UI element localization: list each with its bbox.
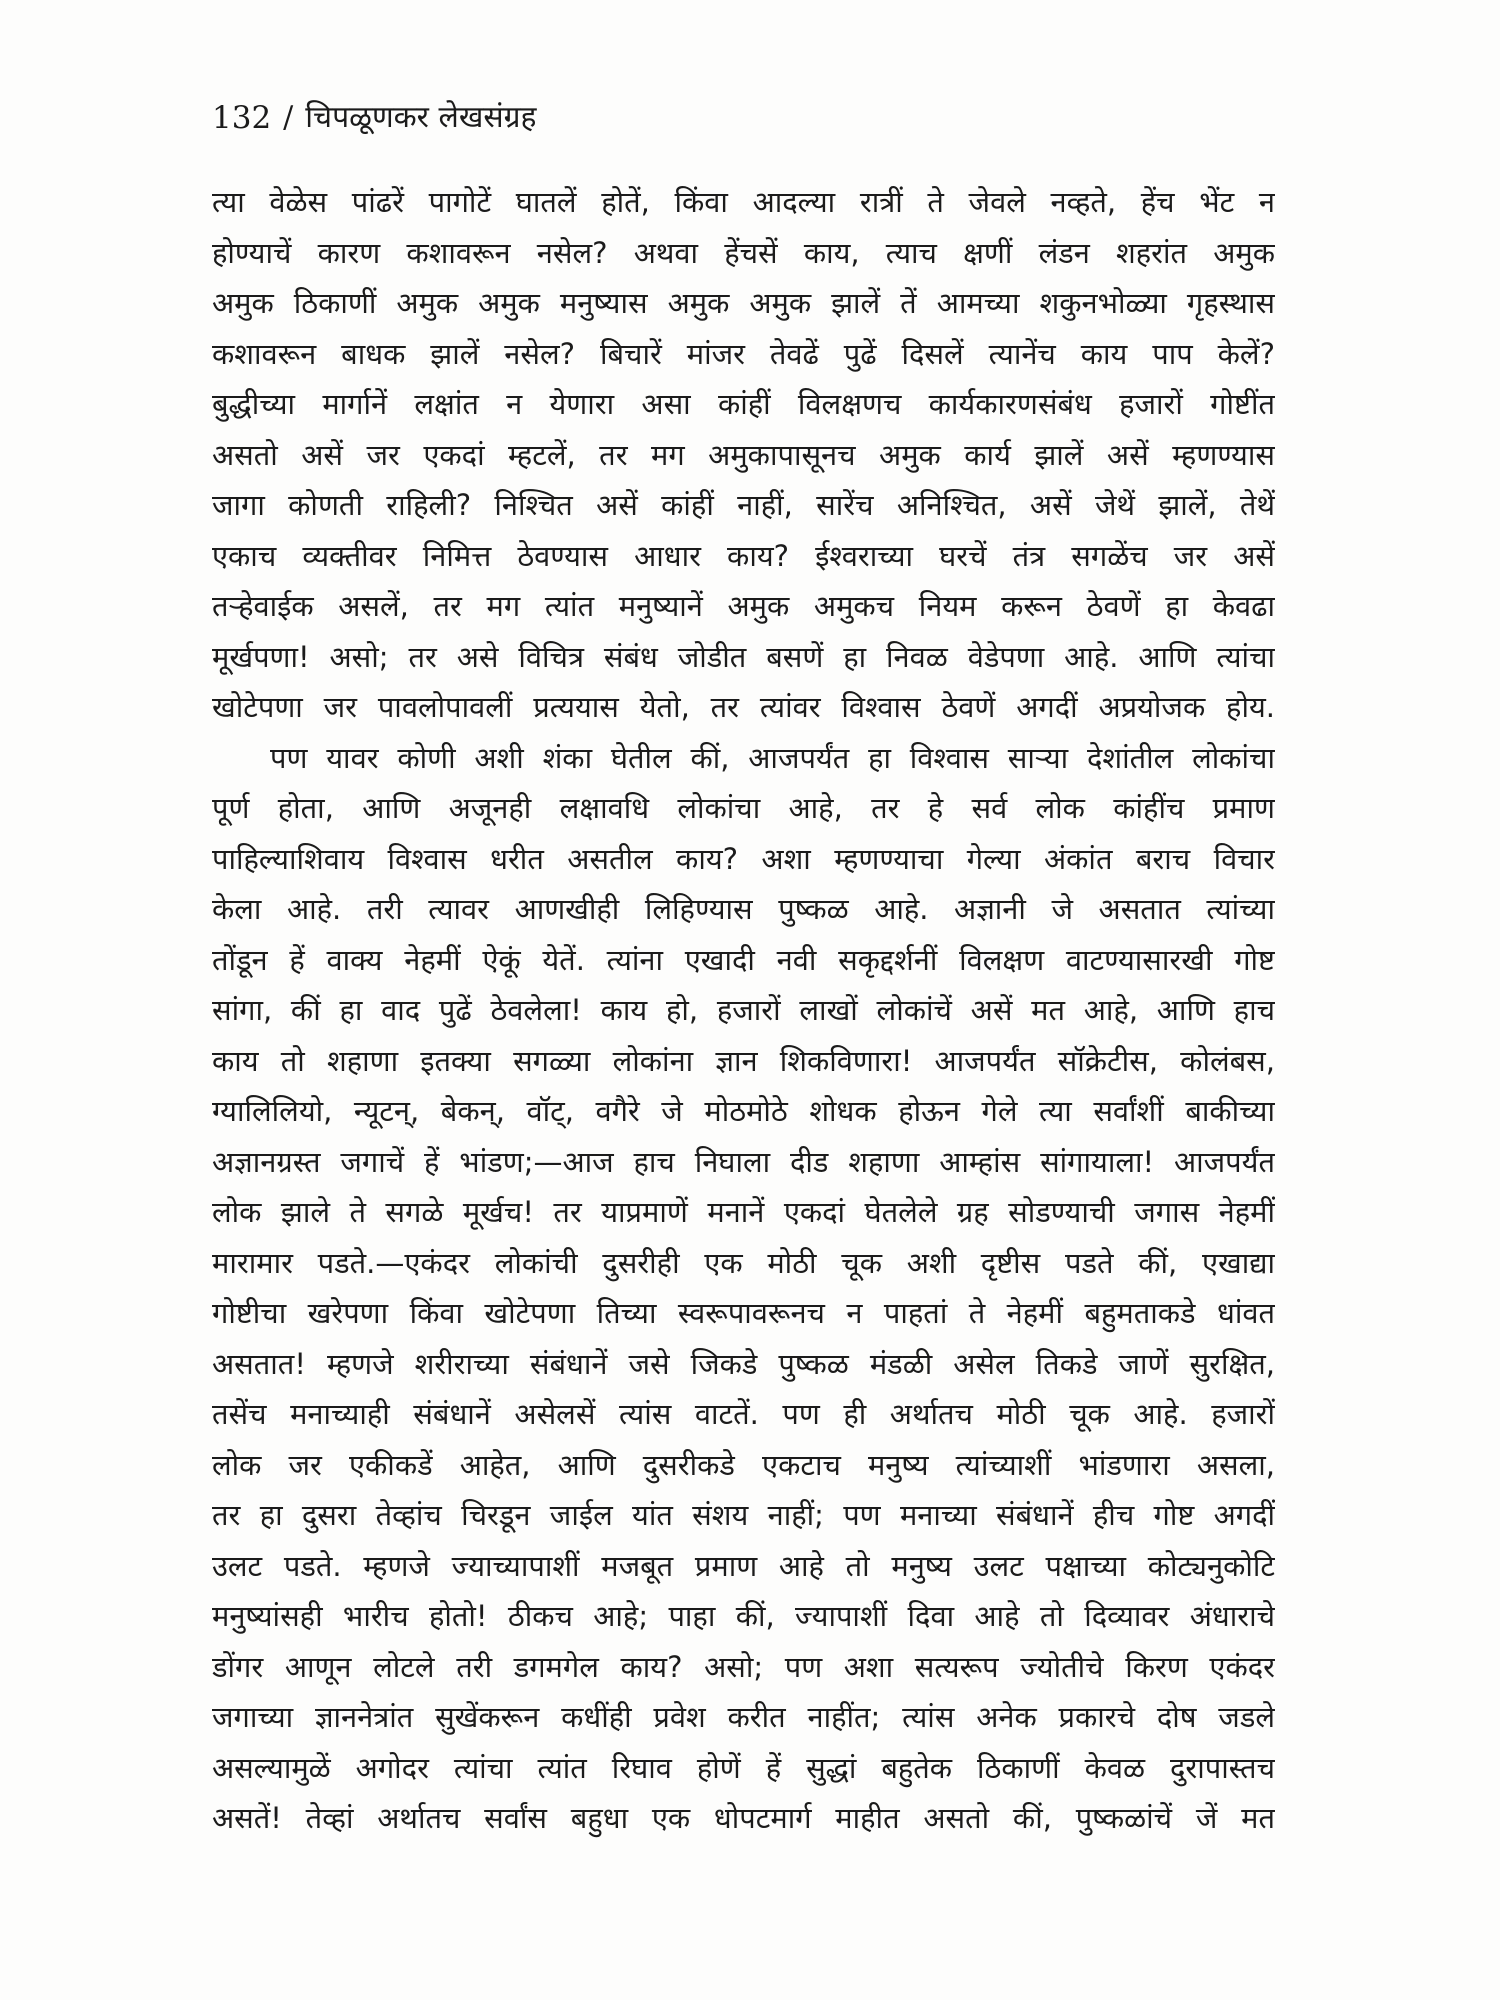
text-line: उलट पडते. म्हणजे ज्याच्यापाशीं मजबूत प्रमाण आहे तो मनुष्य उलट पक्षाच्या कोट्यनुकोटि <box>212 1548 1275 1583</box>
text-line: असतात! म्हणजे शरीराच्या संबंधानें जसे जिकडे पुष्कळ मंडळी असेल तिकडे जाणें सुरक्षित, <box>212 1346 1275 1381</box>
text-line: तोंडून हें वाक्य नेहमीं ऐकूं येतें. त्यांना एखादी नवी सकृद्दर्शनीं विलक्षण वाटण्यासारखी गोष्ट <box>212 942 1275 977</box>
text-line: जागा कोणती राहिली? निश्चित असें कांहीं नाहीं, सारेंच अनिश्चित, असें जेथें झालें, तेथें <box>212 488 1275 522</box>
text-line: गोष्टीचा खरेपणा किंवा खोटेपणा तिच्या स्वरूपावरूनच न पाहतां ते नेहमीं बहुमताकडे धांवत <box>212 1296 1275 1330</box>
text-line: मनुष्यांसही भारीच होतो! ठीकच आहे; पाहा कीं, ज्यापाशीं दिवा आहे तो दिव्यावर अंधाराचे <box>212 1599 1275 1633</box>
book-title: चिपळूणकर लेखसंग्रह <box>305 100 537 135</box>
text-line: ग्यालिलियो, न्यूटन्, बेकन्, वॉट्, वगैरे जे मोठमोठे शोधक होऊन गेले त्या सर्वांशीं बाकीच्या <box>212 1094 1275 1128</box>
text-line: लोक झाले ते सगळे मूर्खच! तर याप्रमाणें मनानें एकदां घेतलेले ग्रह सोडण्याची जगास नेहमीं <box>212 1195 1275 1229</box>
text-line: डोंगर आणून लोटले तरी डगमगेल काय? असो; पण अशा सत्यरूप ज्योतीचे किरण एकंदर <box>212 1649 1275 1684</box>
text-line: पाहिल्याशिवाय विश्वास धरीत असतील काय? अशा म्हणण्याचा गेल्या अंकांत बराच विचार <box>212 841 1275 876</box>
text-line: मारामार पडते.—एकंदर लोकांची दुसरीही एक मोठी चूक अशी दृष्टीस पडते कीं, एखाद्या <box>212 1245 1275 1280</box>
text-line: अमुक ठिकाणीं अमुक अमुक मनुष्यास अमुक अमुक झालें तें आमच्या शकुनभोळ्या गृहस्थास <box>212 286 1275 320</box>
running-head <box>212 93 537 143</box>
text-line: त्या वेळेस पांढरें पागोटें घातलें होतें, किंवा आदल्या रात्रीं ते जेवले नव्हते, हेंच भेंट न <box>212 185 1275 219</box>
paragraph-first-line: पण यावर कोणी अशी शंका घेतील कीं, आजपर्यंत हा विश्वास साऱ्या देशांतील लोकांचा <box>270 740 1275 775</box>
text-line: असतो असें जर एकदां म्हटलें, तर मग अमुकापासूनच अमुक कार्य झालें असें म्हणण्यास <box>212 437 1275 472</box>
text-line: होण्याचें कारण कशावरून नसेल? अथवा हेंचसें काय, त्याच क्षणीं लंडन शहरांत अमुक <box>212 235 1275 270</box>
text-line: केला आहे. तरी त्यावर आणखीही लिहिण्यास पुष्कळ आहे. अज्ञानी जे असतात त्यांच्या <box>212 892 1275 926</box>
text-line: खोटेपणा जर पावलोपावलीं प्रत्ययास येतो, तर त्यांवर विश्वास ठेवणें अगदीं अप्रयोजक होय. <box>212 690 1275 724</box>
text-line: काय तो शहाणा इतक्या सगळ्या लोकांना ज्ञान शिकविणारा! आजपर्यंत सॉक्रेटीस, कोलंबस, <box>212 1043 1275 1078</box>
text-line: तसेंच मनाच्याही संबंधानें असेलसें त्यांस वाटतें. पण ही अर्थातच मोठी चूक आहे. हजारों <box>212 1397 1275 1431</box>
text-line: अज्ञानग्रस्त जगाचें हें भांडण;—आज हाच निघाला दीड शहाणा आम्हांस सांगायाला! आजपर्यंत <box>212 1144 1275 1179</box>
text-line: मूर्खपणा! असो; तर असे विचित्र संबंध जोडीत बसणें हा निवळ वेडेपणा आहे. आणि त्यांचा <box>212 639 1275 674</box>
text-line: तर हा दुसरा तेव्हांच चिरडून जाईल यांत संशय नाहीं; पण मनाच्या संबंधानें हीच गोष्ट अगदीं <box>212 1498 1275 1532</box>
text-line: असल्यामुळें अगोदर त्यांचा त्यांत रिघाव होणें हें सुद्धां बहुतेक ठिकाणीं केवळ दुरापास्तच <box>212 1750 1275 1785</box>
header-separator: / <box>283 100 294 135</box>
text-line: कशावरून बाधक झालें नसेल? बिचारें मांजर तेवढें पुढें दिसलें त्यानेंच काय पाप केलें? <box>212 336 1275 371</box>
text-line: एकाच व्यक्तीवर निमित्त ठेवण्यास आधार काय? ईश्वराच्या घरचें तंत्र सगळेंच जर असें <box>212 538 1275 573</box>
text-line: पूर्ण होता, आणि अजूनही लक्षावधि लोकांचा आहे, तर हे सर्व लोक कांहींच प्रमाण <box>212 791 1275 825</box>
text-line: बुद्धीच्या मार्गानें लक्षांत न येणारा असा कांहीं विलक्षणच कार्यकारणसंबंध हजारों गोष्टींत <box>212 387 1275 421</box>
body-text <box>212 177 1275 1844</box>
text-line: जगाच्या ज्ञाननेत्रांत सुखेंकरून कधींही प्रवेश करीत नाहींत; त्यांस अनेक प्रकारचे दोष जडले <box>212 1700 1275 1734</box>
text-line: लोक जर एकीकडें आहेत, आणि दुसरीकडे एकटाच मनुष्य त्यांच्याशीं भांडणारा असला, <box>212 1447 1275 1482</box>
text-line: सांगा, कीं हा वाद पुढें ठेवलेला! काय हो, हजारों लाखों लोकांचें असें मत आहे, आणि हाच <box>212 993 1275 1027</box>
text-line: तऱ्हेवाईक असलें, तर मग त्यांत मनुष्यानें अमुक अमुकच नियम करून ठेवणें हा केवढा <box>212 589 1275 623</box>
page-number: 132 <box>212 100 272 136</box>
text-line: असतें! तेव्हां अर्थातच सर्वांस बहुधा एक धोपटमार्ग माहीत असतो कीं, पुष्कळांचें जें मत <box>212 1801 1275 1835</box>
